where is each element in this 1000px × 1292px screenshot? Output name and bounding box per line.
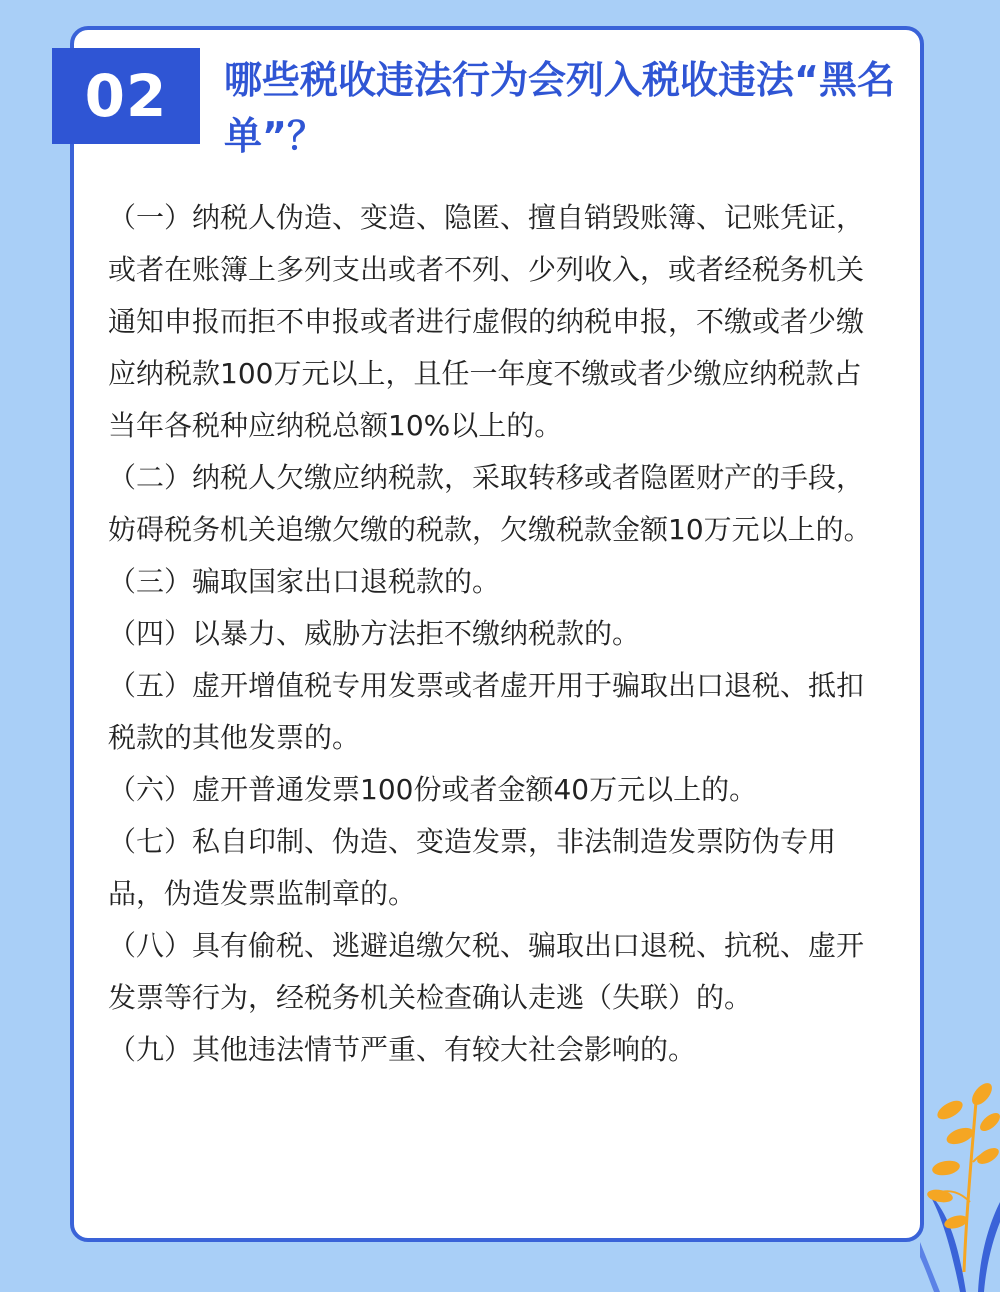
list-item: （七）私自印制、伪造、变造发票，非法制造发票防伪专用品，伪造发票监制章的。 [108, 825, 837, 910]
list-item: （六）虚开普通发票100份或者金额40万元以上的。 [108, 773, 758, 806]
violation-list [108, 192, 888, 1076]
list-item: （五）虚开增值税专用发票或者虚开用于骗取出口退税、抵扣税款的其他发票的。 [108, 669, 865, 754]
list-item: （八）具有偷税、逃避追缴欠税、骗取出口退税、抗税、虚开发票等行为，经税务机关检查确认走逃（失联）的。 [108, 929, 865, 1014]
list-item: （三）骗取国家出口退税款的。 [108, 565, 501, 598]
list-item: （一）纳税人伪造、变造、隐匿、擅自销毁账簿、记账凭证，或者在账簿上多列支出或者不列、少列收入，或者经税务机关通知申报而拒不申报或者进行虚假的纳税申报，不缴或者少缴应纳税款100万元以上，且任一年度不缴或者少缴应纳税款占当年各税种应纳税总额10%以上的。 [108, 201, 865, 442]
plant-leaves-icon [920, 1072, 1000, 1292]
section-title: 哪些税收违法行为会列入税收违法“黑名单”？ [224, 58, 895, 158]
list-item: （二）纳税人欠缴应纳税款，采取转移或者隐匿财产的手段，妨碍税务机关追缴欠缴的税款，欠缴税款金额10万元以上的。 [108, 461, 872, 546]
section-number-badge: 02 [52, 48, 200, 144]
list-item: （九）其他违法情节严重、有较大社会影响的。 [108, 1033, 697, 1066]
list-item: （四）以暴力、威胁方法拒不缴纳税款的。 [108, 617, 641, 650]
